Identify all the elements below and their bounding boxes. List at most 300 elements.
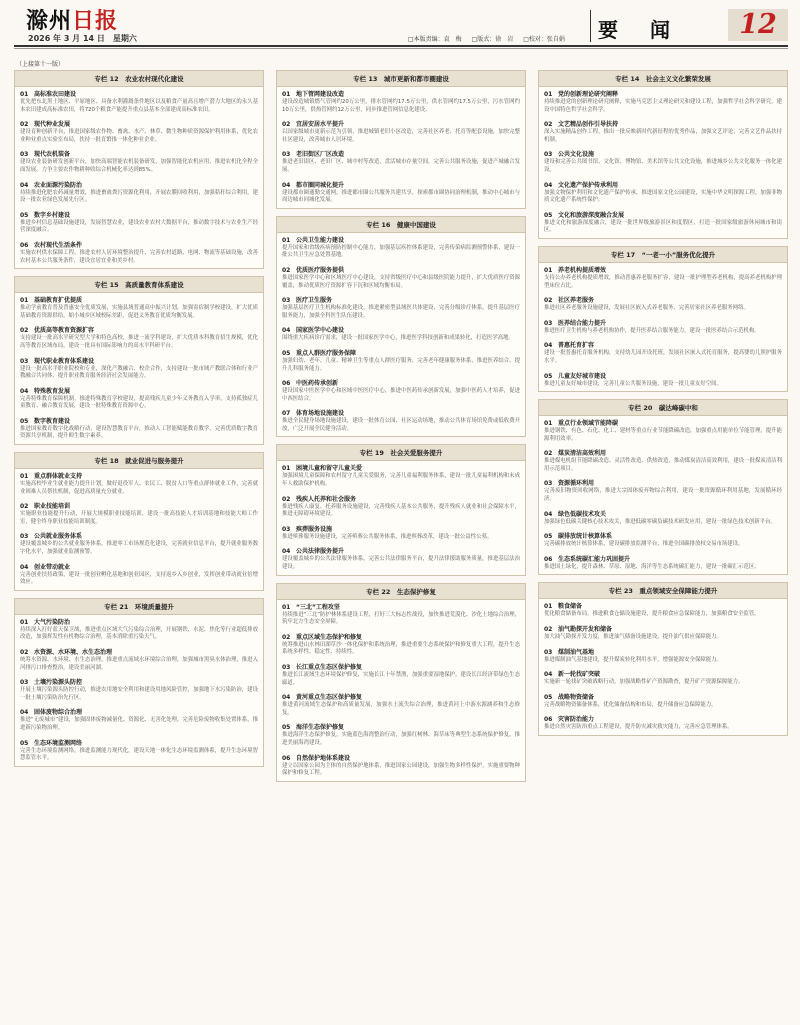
feature-item-number: 01 [282, 91, 291, 98]
feature-item-number: 05 [20, 211, 29, 219]
feature-item [539, 316, 787, 339]
feature-box-title: 专栏 14 社会主义文化繁荣发展 [539, 71, 787, 87]
feature-item-title: 基础教育扩优提质 [34, 297, 83, 305]
feature-item-number: 01 [544, 266, 553, 274]
feature-item-number: 03 [282, 151, 291, 159]
feature-item [277, 178, 525, 208]
feature-item-body: 推进海洋生态保护修复，实施蓝色海湾整治行动，加强红树林、海草床等典型生态系统保护修复，推进美丽海湾建设。 [282, 732, 520, 746]
feature-item-title: 长江重点生态区保护修复 [296, 664, 363, 671]
feature-item [539, 147, 787, 177]
continued-note: （上接第十一版） [16, 61, 65, 68]
column-right [538, 70, 788, 743]
feature-item-title: 优质医疗服务提供 [296, 266, 345, 274]
feature-item-heading [544, 554, 782, 563]
feature-item-title: 地下管网建设改造 [296, 91, 345, 98]
feature-item-heading [544, 601, 782, 610]
feature-item-body: 实施农村供水保障工程，推进农村人居环境整治提升，完善农村道路、电网、物流等基础设施，改善农村基本公共服务条件，建设宜居宜业和美乡村。 [20, 249, 258, 264]
feature-item-heading [282, 180, 520, 189]
feature-item-number: 06 [282, 380, 291, 388]
feature-item [277, 263, 525, 293]
feature-item-number: 02 [282, 633, 291, 641]
feature-item-heading [282, 89, 520, 98]
feature-item-heading [544, 692, 782, 701]
feature-item-number: 04 [282, 327, 291, 335]
feature-item-title: 宜居安居水平提升 [296, 121, 345, 129]
feature-item [15, 117, 263, 147]
feature-box-title: 专栏 19 社会关爱服务提升 [277, 445, 525, 461]
feature-item [15, 238, 263, 268]
feature-item [539, 263, 787, 293]
column-left [14, 70, 264, 774]
feature-item-number: 02 [20, 503, 29, 511]
feature-item-heading [20, 89, 258, 98]
feature-item-body: 优化粮食储备布局，推进粮食仓储设施建设，提升粮食应急保障能力，加强粮食安全监管。 [544, 611, 760, 618]
feature-item [539, 622, 787, 645]
feature-item-number: 01 [282, 465, 291, 473]
feature-item-title: 黄河重点生态区保护修复 [296, 694, 363, 702]
feature-item-number: 03 [282, 297, 291, 305]
feature-item-title: 数字乡村建设 [34, 211, 71, 219]
feature-item-number: 04 [20, 181, 29, 189]
feature-item-number: 01 [20, 91, 29, 98]
feature-item-body: 加强绿色低碳关键核心技术攻关，推进低碳零碳负碳技术研发应用，建设一批绿色技术创新平台。 [544, 518, 776, 525]
feature-item-number: 05 [544, 533, 553, 541]
feature-item-body: 支持建设一批高水平研究型大学和特色高校，推进一流学科建设，扩大优质本科教育招生规模，优化高等教育区域布局，建设一批具有国际影响力的高水平科研平台。 [20, 335, 258, 349]
feature-item-title: 灾害防治能力 [558, 716, 595, 724]
feature-item-heading [20, 562, 258, 571]
feature-item-title: 资源循环利用 [558, 480, 595, 488]
feature-item-heading [282, 662, 520, 671]
feature-item-heading [544, 669, 782, 678]
feature-item-heading [544, 509, 782, 518]
feature-item-body: 推进文化和旅游深度融合，建设一批世界级旅游景区和度假区，打造一批国家级旅游休闲城市和街区。 [544, 219, 782, 234]
feature-item [277, 346, 525, 376]
feature-item-title: 煤制油气基地 [558, 648, 595, 656]
feature-item-title: 医养结合能力提升 [558, 319, 607, 327]
feature-item-number: 01 [20, 618, 29, 626]
feature-item-title: 社区养老服务 [558, 297, 595, 305]
feature-item-heading [282, 325, 520, 334]
newspaper-logo: 滁州日报 [26, 8, 119, 34]
feature-item-body: 持续深入打好蓝天保卫战，推进重点区域大气污染综合治理，开展钢铁、水泥、焦化等行业超低排放改造，加强挥发性有机物综合治理，基本消除重污染天气。 [20, 626, 258, 641]
feature-item-heading [544, 418, 782, 427]
feature-item [539, 446, 787, 476]
feature-item [277, 323, 525, 346]
feature-item [539, 117, 787, 147]
feature-item-heading [20, 471, 258, 480]
feature-item-number: 04 [544, 181, 553, 189]
feature-item-heading [282, 524, 520, 533]
feature-item-number: 04 [544, 671, 553, 679]
feature-item-title: 特殊教育发展 [34, 387, 71, 395]
feature-item-title: 生态环境监测网络 [34, 739, 83, 747]
masthead [0, 0, 800, 50]
feature-item-heading [544, 448, 782, 457]
feature-item-title: 数字教育建设 [34, 417, 71, 425]
feature-box [538, 399, 788, 575]
feature-item-heading [20, 356, 258, 365]
feature-item-title: 优质高等教育资源扩容 [34, 327, 95, 335]
feature-item-body: 加大油气勘探开发力度，推进油气储备设施建设，提升油气供应保障能力。 [544, 634, 722, 641]
feature-item [277, 117, 525, 147]
feature-item-number: 03 [20, 533, 29, 541]
feature-item-number: 04 [282, 548, 291, 556]
feature-item-body: 推进国家医学中心和区域医疗中心建设，支持省级医疗中心和县级医院能力提升，扩大优质医疗资源覆盖，推动优质医疗资源扩容下沉和区域均衡布局。 [282, 274, 520, 289]
feature-box-title: 专栏 15 高质量教育体系建设 [15, 277, 263, 293]
feature-item [277, 544, 525, 574]
feature-item-heading [544, 478, 782, 487]
feature-box [14, 276, 264, 445]
feature-item-title: 绿色低碳技术攻关 [558, 510, 607, 518]
feature-item [277, 600, 525, 630]
feature-item [539, 712, 787, 735]
feature-item [277, 522, 525, 545]
feature-item-title: 养老机构提质增效 [558, 266, 607, 274]
feature-item-body: 提升国家和省级疾病预防控制中心能力，加强基层疾控体系建设，完善传染病监测预警体系，建设一批公共卫生应急处置基地。 [282, 244, 520, 259]
feature-item-title: 公共文化设施 [558, 151, 595, 159]
feature-item [539, 667, 787, 690]
feature-item-body: 建设育种创新平台，推进国家级农作物、畜禽、水产、林草、微生物种质资源保护利用体系，优化农业种业重点实验室布局，扶持一批育繁推一体化种业企业。 [20, 129, 258, 143]
feature-item-body: 持续推进“三北”防护林体系建设工程，打好三大标志性战役，加快推进荒漠化、沙化土地综合治理，筑牢北方生态安全屏障。 [282, 611, 520, 626]
feature-item-body: 推进国土绿化，提升森林、草原、湿地、海洋等生态系统碳汇能力，建设一批碳汇示范区。 [544, 563, 760, 570]
feature-item-title: 固体废物综合治理 [34, 709, 83, 717]
feature-item-body: 推动学前教育普及普惠安全优质发展，实施县域普通高中振兴计划，加强寄宿制学校建设，扩大优质基础教育资源供给，缩小城乡区域校际差距，促进义务教育优质均衡发展。 [20, 305, 258, 319]
feature-item-heading [544, 119, 782, 128]
feature-item-title: 体育场地设施建设 [296, 410, 345, 418]
feature-item-heading [20, 531, 258, 540]
feature-item-heading [282, 119, 520, 128]
feature-item-body: 完善创业扶持政策，建设一批创业孵化基地和创业园区，支持返乡入乡创业，发挥创业带动就业倍增效应。 [20, 571, 258, 586]
feature-item [539, 507, 787, 530]
feature-item-title: 医疗卫生服务 [296, 297, 333, 305]
feature-item [539, 178, 787, 208]
feature-item-heading [20, 386, 258, 395]
feature-item-title: 油气勘探开发和储备 [558, 626, 613, 634]
feature-item-heading [282, 753, 520, 762]
feature-item-heading [544, 149, 782, 158]
feature-item-body: 建设覆盖城乡的公共就业服务体系，推进零工市场规范化建设，完善就业信息平台，提升就业服务数字化水平，加强就业监测预警。 [20, 541, 258, 556]
feature-item-body: 推进老旧街区、老旧厂区、城中村等改造，盘活城市存量空间，完善公共服务设施，促进产城融合发展。 [282, 159, 520, 173]
feature-item [15, 736, 263, 766]
feature-item-number: 05 [20, 417, 29, 425]
feature-box [14, 70, 264, 269]
feature-item-body: 推进钢铁、有色、石化、化工、建材等重点行业节能降碳改造，加强重点用能单位节能管理，提升能源利用效率。 [544, 428, 782, 442]
feature-item [539, 645, 787, 668]
feature-item-title: 农业面源污染防治 [34, 181, 83, 189]
feature-item-body: 完善废旧物资回收网络，推进大宗固体废弃物综合利用，建设一批资源循环利用基地，发展循环经济。 [544, 488, 782, 503]
feature-item-title: 现代职业教育体系建设 [34, 357, 95, 365]
feature-item [277, 406, 525, 436]
feature-item-body: 优先把东北黑土地区、平原地区、具备水利灌溉条件地区以及粮食产量高且增产潜力大地区的永久基本农田建成高标准农田，将720个粮食产能提升重点县基本全部建成高标准农田。 [20, 99, 258, 113]
feature-item-title: 普惠托育扩容 [558, 342, 595, 350]
feature-item-title: 党的创新理论研究阐释 [558, 91, 619, 98]
feature-item-body: 推进国家教育数字化战略行动，建设智慧教育平台，推动人工智能赋能教育教学，完善优质数字教育资源共享机制，提升师生数字素养。 [20, 425, 258, 440]
feature-item-heading [20, 149, 258, 158]
feature-item-heading [282, 378, 520, 387]
issue-date: 2026 年 3 月 14 日 星期六 [28, 34, 137, 43]
feature-item-title: 国家医学中心建设 [296, 327, 345, 335]
feature-item-number: 04 [20, 709, 29, 717]
feature-item-title: 儿童友好城市建设 [558, 372, 607, 380]
feature-item-heading [20, 180, 258, 189]
feature-item-body: 加强妇幼、老年、儿童、精神卫生等重点人群医疗服务，完善老年健康服务体系，推进医养结合，提升儿科服务能力。 [282, 357, 520, 372]
feature-item-number: 02 [20, 649, 29, 656]
feature-item-title: 职业技能培训 [34, 503, 71, 511]
feature-item-heading [282, 632, 520, 641]
feature-item-heading [282, 265, 520, 274]
feature-item-heading [20, 295, 258, 304]
feature-item-number: 01 [282, 603, 291, 611]
feature-item-number: 03 [20, 357, 29, 365]
feature-item-number: 06 [282, 754, 291, 762]
credit-proof: □校对：张自娟 [523, 36, 565, 43]
feature-item [277, 660, 525, 690]
feature-box [14, 598, 264, 767]
section-title: 要 闻 [598, 18, 676, 42]
feature-item-heading [20, 210, 258, 219]
feature-item-heading [544, 647, 782, 656]
feature-item-number: 01 [544, 420, 553, 428]
feature-item [15, 208, 263, 238]
feature-item-number: 04 [20, 387, 29, 395]
feature-item-heading [544, 714, 782, 723]
feature-item [277, 376, 525, 406]
feature-item [277, 751, 525, 781]
feature-item-number: 02 [544, 626, 553, 634]
column-middle [276, 70, 526, 789]
feature-item-number: 01 [20, 473, 29, 481]
feature-item-heading [282, 149, 520, 158]
feature-box [538, 582, 788, 736]
feature-item-body: 完善特殊教育保障机制，推进特殊教育学校建设，提高残疾儿童少年义务教育入学率，支持孤独症儿童教育、融合教育发展，建设一批特殊教育资源中心。 [20, 395, 258, 410]
feature-item-heading [282, 692, 520, 701]
feature-item-body: 实施职业技能提升行动，开展大规模职业技能培训，建设一批高技能人才培训基地和技能大师工作室，健全终身职业技能培训制度。 [20, 511, 258, 525]
feature-item-heading [282, 295, 520, 304]
feature-box-title: 专栏 23 重点领域安全保障能力提升 [539, 583, 787, 599]
feature-item-heading [544, 295, 782, 304]
feature-item-body: 统筹水资源、水环境、水生态治理，推进重点流域水环境综合治理，加强城市黑臭水体治理，推进入河排污口排查整治，建设美丽河湖。 [20, 657, 258, 671]
feature-box [276, 216, 526, 438]
feature-box-title: 专栏 20 碳达峰碳中和 [539, 400, 787, 416]
feature-item-body: 实施高校毕业生就业能力提升计划，做好退役军人、农民工、脱贫人口等重点群体就业工作，完善就业困难人员帮扶机制，促进高质量充分就业。 [20, 481, 258, 495]
feature-item-heading [20, 677, 258, 686]
feature-item-body: 建设一批普惠托育服务机构，支持幼儿园开设托班，发展社区嵌入式托育服务，提高婴幼儿照护服务水平。 [544, 350, 782, 364]
feature-item [539, 552, 787, 575]
feature-item-title: 公共法律服务提升 [296, 548, 345, 556]
feature-item-number: 03 [20, 151, 29, 159]
feature-item-number: 03 [544, 151, 553, 159]
feature-item-body: 推进“无废城市”建设，加强固体废物减量化、资源化、无害化处理，完善危险废物收集处置体系，推进新污染物治理。 [20, 717, 258, 731]
feature-item-title: 公共卫生能力建设 [296, 236, 345, 244]
feature-item-number: 03 [544, 648, 553, 656]
feature-item-number: 01 [544, 603, 553, 611]
feature-box-title: 专栏 22 生态保护修复 [277, 584, 525, 600]
feature-item-body: 推进残疾人康复、托养服务设施建设，完善残疾人基本公共服务，提升残疾人就业和社会保障水平，推进无障碍环境建设。 [282, 503, 520, 518]
feature-item-heading [282, 722, 520, 731]
feature-item-body: 推进医疗卫生机构与养老机构协作，提升医养结合服务能力，建设一批医养结合示范机构。 [544, 327, 760, 334]
editor-credits [408, 34, 573, 43]
feature-item-body: 建设农业装备研发创新平台，加快高端智能农机装备研发，加强智能化农机应用，推进农机化全程全面发展，力争主要农作物耕种收综合机械化率达到85%。 [20, 159, 258, 173]
feature-box-title: 专栏 18 就业促进与服务提升 [15, 453, 263, 469]
feature-item [15, 384, 263, 414]
feature-item-number: 02 [20, 327, 29, 335]
feature-item-number: 05 [544, 211, 553, 219]
feature-item-heading [544, 180, 782, 189]
feature-item [15, 293, 263, 323]
feature-box [276, 583, 526, 782]
feature-item-body: 完善战略物资储备体系，优化储备结构和布局，提升储备应急保障能力。 [544, 701, 717, 708]
feature-item [539, 690, 787, 713]
feature-item-body: 推进自然灾害防治重点工程建设，提升防灾减灾救灾能力，完善应急管理体系。 [544, 724, 733, 731]
feature-item-body: 推进长江流域生态环境保护修复，实施长江十年禁渔，加强重要湿地保护，建设长江经济带绿色生态廊道。 [282, 672, 520, 686]
feature-item-title: 战略物资储备 [558, 693, 595, 701]
feature-item-title: 海洋生态保护修复 [296, 724, 345, 732]
feature-item [15, 615, 263, 645]
feature-item-number: 04 [544, 342, 553, 350]
feature-item-heading [20, 501, 258, 510]
feature-item-body: 加强文物保护利用和文化遗产保护传承，推进国家文化公园建设，实施中华文明探源工程，加强非物质文化遗产系统性保护。 [544, 189, 782, 204]
feature-item-number: 05 [20, 739, 29, 747]
feature-item [539, 87, 787, 117]
feature-item-body: 建立以国家公园为主体的自然保护地体系，推进国家公园建设，加强生物多样性保护，实施重要物种保护和修复工程。 [282, 762, 520, 777]
feature-item-title: 文化遗产保护传承利用 [558, 181, 619, 189]
feature-item-body: 实施新一轮找矿突破战略行动，加强战略性矿产资源勘查，提升矿产资源保障能力。 [544, 679, 744, 686]
feature-item [539, 208, 787, 238]
feature-item-heading [544, 371, 782, 380]
feature-item-body: 开展土壤污染源头防控行动，推进农用地安全利用和建设用地风险管控，加强地下水污染防治，建设一批土壤污染防治先行区。 [20, 687, 258, 701]
feature-item-heading [544, 210, 782, 219]
feature-item [15, 645, 263, 675]
feature-item-title: 公共就业服务体系 [34, 533, 83, 541]
feature-item-title: 自然保护地体系建设 [296, 754, 351, 762]
feature-item-number: 06 [544, 555, 553, 563]
feature-item-number: 01 [20, 297, 29, 305]
feature-item-title: 碳排放统计核算体系 [558, 533, 613, 541]
feature-item-title: 重点区域生态保护和修复 [296, 633, 363, 641]
feature-item-body: 推进乡村信息基础设施建设，发展智慧农业，建设农业农村大数据平台，推动数字技术与农业生产经营深度融合。 [20, 219, 258, 234]
feature-item-number: 06 [20, 241, 29, 249]
feature-item-heading [20, 707, 258, 716]
feature-item-number: 01 [544, 91, 553, 98]
feature-item-body: 建设和完善公共图书馆、文化馆、博物馆、美术馆等公共文化设施，推进城乡公共文化服务一体化建设。 [544, 159, 782, 173]
feature-item-number: 05 [544, 372, 553, 380]
feature-item-body: 建设都市圈通勤交通网，推进都市圈公共服务共建共享，探索都市圈协同治理机制，推动中心城市与周边城市同城化发展。 [282, 189, 520, 204]
feature-item-number: 04 [282, 181, 291, 189]
feature-item-title: 创业带动就业 [34, 563, 71, 571]
feature-item-number: 02 [282, 495, 291, 503]
feature-item [277, 87, 525, 117]
feature-item-title: 新一轮找矿突破 [558, 671, 601, 679]
credit-editor: □本版责编：袁 梅 [408, 36, 462, 43]
feature-item-title: 高标准农田建设 [34, 91, 77, 98]
feature-item-title: 土壤污染源头防控 [34, 679, 83, 687]
feature-item-body: 加强困境儿童保障和农村留守儿童关爱服务，完善儿童福利服务体系，建设一批儿童福利机构和未成年人救助保护机构。 [282, 473, 520, 488]
feature-item [15, 323, 263, 353]
feature-item-number: 04 [282, 694, 291, 702]
feature-item [277, 147, 525, 177]
feature-box-title: 专栏 13 城市更新和都市圈建设 [277, 71, 525, 87]
feature-item-body: 支持公办养老机构提质增效，推动普惠养老服务扩容，建设一批护理型养老机构，提高养老机构护理型床位占比。 [544, 274, 782, 289]
feature-item-heading [544, 531, 782, 540]
feature-box [276, 70, 526, 209]
feature-item-number: 03 [282, 664, 291, 671]
feature-item [277, 233, 525, 263]
feature-item-heading [282, 463, 520, 472]
feature-item [15, 178, 263, 208]
feature-box [538, 70, 788, 239]
feature-item-body: 围绕重大疾病诊疗需求，建设一批国家医学中心，推进医学科技创新和成果转化，打造医学高地。 [282, 335, 514, 342]
feature-item-heading [20, 325, 258, 334]
feature-item [15, 529, 263, 559]
feature-item [277, 690, 525, 720]
feature-item-heading [20, 738, 258, 747]
feature-item [277, 293, 525, 323]
header-rule [14, 45, 788, 47]
feature-item-title: 农村现代生活条件 [34, 241, 83, 249]
feature-item-body: 建设一批高水平职业院校和专业，深化产教融合、校企合作，支持建设一批市域产教联合体和行业产教融合共同体，提升职业教育服务经济社会发展能力。 [20, 365, 258, 380]
feature-item-body: 完善生态环境监测网络，推进监测能力现代化，建设天地一体化生态环境监测体系，提升生态环境智慧监管水平。 [20, 747, 258, 762]
feature-item-title: 中医药传承创新 [296, 380, 339, 388]
feature-item-title: 水资源、水环境、水生态治理 [34, 649, 113, 656]
feature-item-number: 03 [282, 525, 291, 533]
feature-item [15, 560, 263, 590]
feature-item [15, 675, 263, 705]
feature-item-heading [282, 348, 520, 357]
page-number: 12 [728, 9, 788, 41]
feature-item [15, 705, 263, 735]
feature-item-number: 06 [544, 716, 553, 724]
feature-item [277, 630, 525, 660]
feature-box [538, 246, 788, 392]
feature-item-title: 残疾人托养和社会服务 [296, 495, 357, 503]
feature-item-title: 困境儿童和留守儿童关爱 [296, 465, 363, 473]
feature-item-number: 04 [20, 563, 29, 571]
feature-box-title: 专栏 16 健康中国建设 [277, 217, 525, 233]
feature-item-title: 殡葬服务设施 [296, 525, 333, 533]
feature-item-body: 推进煤制油气基地建设，提升煤炭转化利用水平，增强能源安全保障能力。 [544, 656, 722, 663]
feature-item-heading [20, 617, 258, 626]
feature-item-body: 推进全民健身场地设施建设，建设一批体育公园、社区运动场地，推动公共体育场馆免费或低收费开放，广泛开展全民健身活动。 [282, 418, 520, 432]
feature-item-body: 推进殡葬服务设施建设，完善殡葬公共服务体系，推进殡葬改革，建设一批公益性公墓。 [282, 533, 493, 540]
feature-item [15, 469, 263, 499]
feature-item-heading [20, 647, 258, 656]
feature-item-body: 建设国家中医医学中心和区域中医医疗中心，推进中医药传承创新发展，加强中医药人才培养，促进中西医结合。 [282, 388, 520, 402]
feature-item-body: 持续推进化肥农药减量增效，推进畜禽粪污资源化利用，开展农膜回收利用，加强秸秆综合利用，建设一批农业绿色发展先行区。 [20, 189, 258, 204]
feature-item-title: 文化和旅游深度融合发展 [558, 211, 625, 219]
feature-item [15, 87, 263, 117]
feature-item [15, 147, 263, 177]
feature-item-number: 05 [282, 349, 291, 357]
feature-item-number: 02 [282, 121, 291, 129]
feature-item-body: 建设改造城镇燃气管网约20万公里，排水管网约17.5万公里，供水管网约17.5万公里，污水管网约10万公里，供热管网约12万公里，同步推进管网信息化建设。 [282, 99, 520, 113]
feature-item-title: 粮食储备 [558, 603, 583, 611]
feature-item-heading [20, 240, 258, 249]
feature-item-title: 重点群体就业支持 [34, 473, 83, 481]
feature-item-heading [282, 494, 520, 503]
feature-item-body: 加强基层医疗卫生机构标准化建设，推进紧密型县域医共体建设，完善分级诊疗体系，提升基层医疗服务能力，加强全科医生队伍建设。 [282, 305, 520, 319]
feature-item-title: 都市圈同城化提升 [296, 181, 345, 189]
feature-item-title: 文艺精品创作引导扶持 [558, 121, 619, 129]
feature-item [539, 293, 787, 316]
feature-item [277, 720, 525, 750]
feature-item-heading [544, 89, 782, 98]
header-divider [590, 10, 591, 42]
feature-item-heading [544, 265, 782, 274]
feature-item-number: 02 [544, 297, 553, 305]
feature-item-heading [20, 416, 258, 425]
feature-item-number: 03 [544, 319, 553, 327]
feature-item-heading [544, 340, 782, 349]
